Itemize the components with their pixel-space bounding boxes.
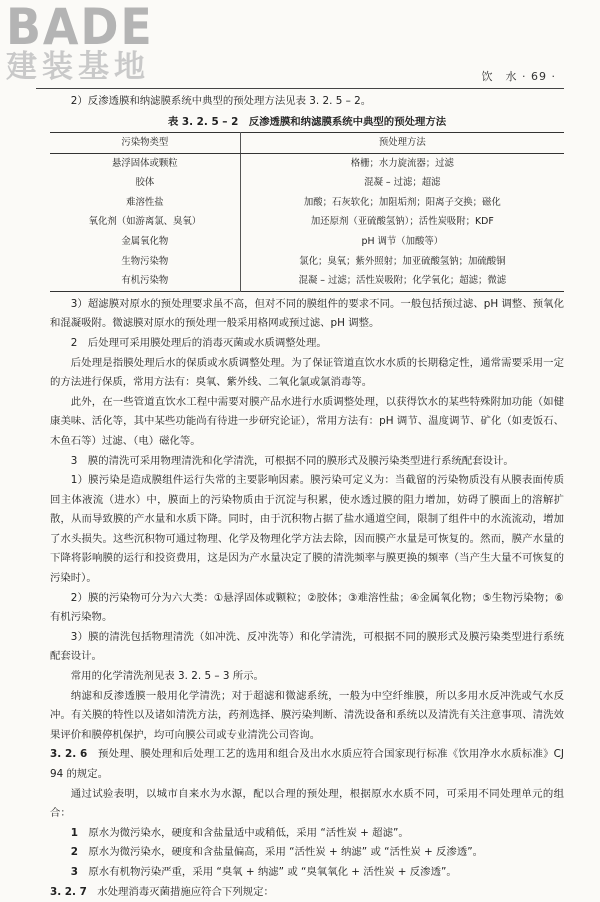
- logo: [6, 2, 196, 84]
- paragraph: 通过试验表明，以城市自来水为水源，配以合理的预处理，根据原水水质不同，可采用不同处理单元的组合：: [50, 787, 564, 820]
- table-title: 表 3. 2. 5 – 2 反渗透膜和纳滤膜系统中典型的预处理方法: [167, 115, 447, 128]
- table-cell: 氧化剂（如游离氯、臭氧）: [50, 212, 240, 232]
- table-cell: 难溶性盐: [50, 193, 240, 213]
- table-cell: 胶体: [50, 173, 240, 193]
- paragraph: 2）膜的污染物可分为六大类：①悬浮固体或颗粒；②胶体；③难溶性盐；④金属氧化物；⑤生物污染物；⑥有机污染物。: [50, 591, 564, 624]
- paragraph: 2 后处理可采用膜处理后的消毒灭菌或水质调整处理。: [70, 336, 327, 349]
- paragraph: 此外，在一些管道直饮水工程中需要对膜产品水进行水质调整处理，以获得饮水的某些特殊附加功能（如健康美味、活化等，其中某些功能尚有待进一步研究论证），常用方法有：pH 调节、温度调节、矿化（如麦饭石、木鱼石等）过滤、（电）磁化等。: [50, 395, 564, 447]
- clause-text: 水处理消毒灭菌措施应符合下列规定：: [86, 885, 274, 898]
- list-item: [50, 843, 564, 863]
- table-row: [50, 212, 564, 232]
- item-text: 原水为微污染水，硬度和含盐量偏高，采用 “活性炭 + 纳滤” 或 “活性炭 + 反渗透”。: [78, 846, 483, 859]
- paragraph: 3）超滤膜对原水的预处理要求虽不高，但对不同的膜组件的要求不同。一般包括预过滤、pH 调整、预氧化和混凝吸附。微滤膜对原水的预处理一般采用格网或预过滤、pH 调整。: [50, 297, 564, 330]
- item-number: 3: [70, 865, 79, 878]
- table-row: [50, 193, 564, 213]
- table-header-row: [50, 132, 564, 153]
- clause-number: 3. 2. 7: [50, 885, 87, 898]
- table-row: [50, 271, 564, 291]
- table-cell: 金属氧化物: [50, 232, 240, 252]
- column-header-method: 预处理方法: [240, 132, 564, 153]
- table-cell: 加酸；石灰软化；加阻垢剂；阳离子交换；磁化: [303, 196, 501, 208]
- item-text: 原水为微污染水，硬度和含盐量适中或稍低，采用 “活性炭 + 超滤”。: [78, 826, 409, 839]
- table-row: [50, 252, 564, 272]
- logo-chinese: 建装基地: [6, 49, 150, 85]
- paragraph: 3 膜的清洗可采用物理清洗和化学清洗，可根据不同的膜形式及膜污染类型进行系统配套设计。: [70, 454, 514, 467]
- paragraph: 2）反渗透膜和纳滤膜系统中典型的预处理方法见表 3. 2. 5 – 2。: [70, 95, 372, 107]
- table-cell: pH 调节（加酸等）: [361, 235, 444, 247]
- table-row: [50, 232, 564, 252]
- table-cell: 悬浮固体或颗粒: [50, 153, 240, 173]
- table-cell: 混凝 – 过滤；超滤: [364, 177, 441, 189]
- pretreatment-table: [50, 132, 564, 292]
- paragraph: 后处理是指膜处理后水的保质或水质调整处理。为了保证管道直饮水水质的长期稳定性，通常需要采用一定的方法进行保质，常用方法有：臭氧、紫外线、二氧化氯或氯消毒等。: [50, 356, 564, 389]
- list-item: [50, 824, 564, 844]
- list-item: [50, 863, 564, 883]
- table-cell: 生物污染物: [50, 252, 240, 272]
- clause-number: 3. 2. 6: [50, 748, 88, 761]
- item-number: 1: [70, 826, 79, 839]
- item-number: 2: [70, 846, 79, 859]
- paragraph: 1）膜污染是造成膜组件运行失常的主要影响因素。膜污染可定义为：当截留的污染物质没有从膜表面传质回主体液流（进水）中，膜面上的污染物质由于沉淀与积累，使水透过膜的阻力增加，妨碍了膜面上的溶解扩散，从而导致膜的产水量和水质下降。同时，由于沉积物占据了盐水通道空间，限制了组件中的水流流动，增加了水头损失。这些沉积物可通过物理、化学及物理化学方法去除，因而膜产水量是可恢复的。然而，膜产水量的下降将影响膜的运行和投资费用，这是因为产水量决定了膜的清洗频率与膜更换的频率（当产生大量不可恢复的污染时）。: [50, 474, 564, 585]
- clause-3-2-7: [50, 883, 564, 902]
- table-cell: 格栅；水力旋流器；过滤: [350, 157, 454, 169]
- running-head: 饮 水 · 69 ·: [481, 70, 556, 83]
- paragraph: 常用的化学清洗剂见表 3. 2. 5 – 3 所示。: [70, 670, 264, 683]
- clause-3-2-6: [50, 745, 564, 784]
- table-cell: 混凝 – 过滤；活性炭吸附；化学氧化；超滤；微滤: [298, 275, 507, 287]
- header-rule: [36, 88, 564, 89]
- paragraph: 3）膜的清洗包括物理清洗（如冲洗、反冲洗等）和化学清洗，可根据不同的膜形式及膜污染类型进行系统配套设计。: [50, 630, 564, 663]
- table-cell: 加还原剂（亚硫酸氢钠）；活性炭吸附；KDF: [310, 216, 494, 228]
- table-cell: 有机污染物: [50, 271, 240, 291]
- page-body: [50, 92, 564, 902]
- table-row: [50, 153, 564, 173]
- table-row: [50, 173, 564, 193]
- item-text: 原水有机物污染严重，采用 “臭氧 + 纳滤” 或 “臭氧氧化 + 活性炭 + 反渗透”。: [78, 865, 457, 878]
- column-header-pollutant: 污染物类型: [50, 132, 240, 153]
- table-cell: 氯化；臭氧；紫外照射；加亚硫酸氢钠；加硫酸铜: [299, 255, 506, 267]
- clause-text: 预处理、膜处理和后处理工艺的选用和组合及出水水质应符合国家现行标准《饮用净水水质标准》CJ 94 的规定。: [50, 748, 564, 780]
- logo-english: BADE: [6, 0, 154, 56]
- paragraph: 纳滤和反渗透膜一般用化学清洗；对于超滤和微滤系统，一般为中空纤维膜，所以多用水反冲洗或气水反冲。有关膜的特性以及诸如清洗方法，药剂选择、膜污染判断、清洗设备和系统以及清洗有关注意事项、清洗效果评价和膜停机保护，均可向膜公司或专业清洗公司咨询。: [50, 689, 564, 741]
